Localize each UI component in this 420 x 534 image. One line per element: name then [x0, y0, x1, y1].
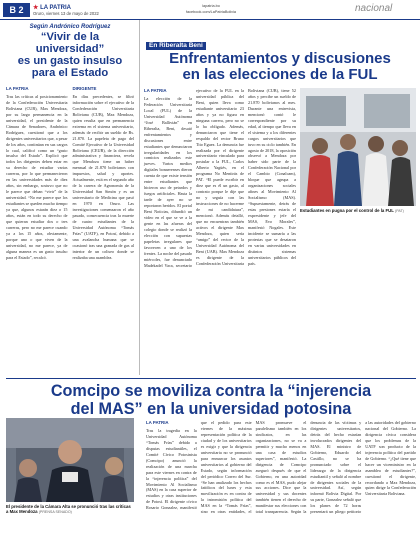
photo-credit: (PRENSA SENADO): [38, 510, 72, 515]
photo-credit: (PAT): [395, 209, 404, 213]
column-divider: [139, 20, 140, 375]
left-article-subhead: DIRIGENTE: [72, 86, 97, 91]
caption-text: El presidente de la Cámara Alta se pronunció tras las críticas a Max Mendoza: [6, 504, 131, 515]
bottom-article-byline: LA PATRIA: [146, 420, 169, 425]
top-article-headline: [144, 51, 416, 83]
left-article-text: Tras las críticas al posicionamiento de la Confederación Universitaria Boliviana (CUB), Max Mendoza, por su largo permanencia en la universidad, el presidente de la Cámara de Senadores, Andrónico Rodríguez, cuestionó que a los dirigentes universitarios que, a pesar de los años, continúan en sus cargos lo cual, calificó como un “gasto insulso del Estado”. Explicó que todos los dirigentes deben estar en su derecho de estudiar varias carreras, por lo que permanecieron en las universidades más de diez años, sin embargo, sostuvo que no le parece que deban “vivir” de la universidad. “No me parece que los estudiantes se queden mucho tiempo ya que, algunos estarán diez o 15 años, están en todo su derecho de que quieran estudiar dos o tres carreras, pero no me parece cuando ya a los 15 años, obviamente, porque uno o que viven de la universidad, no me parece, ya de alguna manera es un gasto insulso para el Estado”, recalcó.: [6, 93, 68, 260]
newspaper-logo: [33, 4, 71, 11]
left-article-headline: [6, 31, 134, 79]
brand-name: LA PATRIA: [40, 5, 71, 11]
caption-text: Estudiantes en pugna por el control de la FUL: [300, 208, 394, 213]
headline-line: del MAS” en la universidad potosina: [70, 399, 352, 418]
senate-president-photo-art: [6, 418, 134, 502]
logo-star-icon: ★: [33, 5, 39, 11]
section-divider: [6, 378, 416, 379]
left-article-text-2: En días precedentes, se filtró información sobre el ejecutivo de la Confederación Universitaria Boliviana (CUB), Max Mendoza, quien resulta que en permanencia extrema en el sistema universitario, además de recibir un sueldo de Bs. 21.870. La papeleta de pago del Comité Ejecutivo de la Universidad Boliviana (CEUB), de la dirección administrativa y financiera, revela que Mendoza tiene un haber mensual de 21.870 bolivianos con impuestos, salud y aportes. Actualmente, está en el segundo año de la carrera de Agronomía de la Universidad San Simón y es un universitario de Medicina que pasó en 1970 en Oruro. Las investigaciones comenzaron el año pasado, consecuencia tras la muerte de cuatro estudiantes de la Universidad Autónoma “Tomás Frías” (UATF), en Potosí, debido a una avalancha humana que se ocasionó tras una granada de gas al interior de un coliseo donde se realizaba una asamblea.: [72, 93, 134, 260]
left-article-byline: LA PATRIA: [6, 86, 29, 91]
top-article-body: [144, 88, 296, 376]
site-links: [176, 4, 246, 15]
headline-line: Comcipo se moviliza contra la “injerencia: [50, 382, 372, 400]
headline-line: en las elecciones de la FUL: [182, 66, 378, 83]
social-url[interactable]: facebook.com/LaPatriaBolivia: [185, 9, 237, 14]
bottom-article-body: [146, 420, 416, 532]
headline-line: es un gasto insulso: [17, 55, 123, 67]
students-dispute-photo: [300, 88, 416, 206]
left-article-body: [6, 86, 134, 516]
section-page-number: B 2: [3, 3, 30, 17]
students-dispute-photo-art: [300, 88, 416, 206]
headline-line: “Vivir de la universidad”: [35, 31, 105, 55]
date-line: Oruro, viernes 13 de mayo de 2022: [33, 11, 99, 16]
students-photo-caption: [300, 208, 416, 214]
bottom-article-text: Tras la tragedia en la Universidad Autónoma “Tomás Frías” debido a disputas estudiantiles, el Comité Cívico Potosinista (Comcipo) anunció la realización de una marcha para este viernes en contra de la “injerencia política” del Movimiento Al Socialismo (MAS) en la casa superior de estudios y otras instituciones de Potosí. El dirigente cívico Rosario Gonzalez, manifestó que el pedido para este viernes de la máxima representación política de la ciudad y de los universitarios es exigir y que la dirigencia universitaria no se pronunció para enmarcar los asuntos universitarios al gobierno del Estado, según información del periódico Correo del Sur. “Se han analizado los hechos fatídicos del lunes y esta movilización es en contra de la intromisión política del MAS en la “Tomás Frías”, sino en otras entidades, el MAS promueve el paralelismo también en los sindicatos, en las organizaciones, no se va a permitir y mucho menos en una casa de estudios superiores”, manifestó. La dirigencia de Comcipo aseguró después de que el Gobierno, en una autoridad como es el MAS, pudo alejar sus acciones. Dice que la universidad y sus docentes también tienen el derecho de manifestar sus elecciones con total transparencia. Según la denuncia de las víctimas y dirigentes universitarios, detrás del hecho estarían involucrados dirigentes del MAS. El ministro de Gobierno, Eduardo del Castillo, no se ha pronunciado sobre el liderazgo de la dirigencia estudiantil y señaló al nombre de dirigentes sociales de la universidad. Así, según informó Bolivia Digital. Por su parte, Gonzalez señaló que los planes de 72 horas presentará un pliego petitorio a las autoridades del gobierno nacional del Gobierno. La dirigencia cívica considera que los problemas de la UATF son producto de la injerencia política del partido de Gobierno. “¿Qué tiene que hacer un viceministro en la asamblea de estudiantes?”, cuestionó el dirigente, recordando a Max Mendoza, quien dirige la Confederación Universitaria Boliviana.: [146, 420, 416, 515]
top-article-photo-block: [300, 88, 416, 217]
headline-line: para el Estado: [31, 67, 109, 79]
top-article-kicker: En Riberalta Beni: [146, 42, 206, 50]
headline-line: Enfrentamientos y discusiones: [169, 50, 391, 67]
left-article-kicker: Según Andrónico Rodríguez: [29, 24, 111, 30]
senate-president-photo: [6, 418, 134, 502]
top-article-text: La elección de la Federación Universitaria Local (FUL) de la Universidad Autónoma “José Ballivián” en Riberalta, Beni, desató enfrentamientos y discusiones entre estudiantes que denunciaron irregularidades en los comicios realizados este jueves. Varios medios digitales bonaerenses dieron cuenta de que existe tensión entre estudiantes que hicieron uso de petardos y fuegos artificiales. Hasta la tarde de ayer no se reportaron heridos. El portal Beni Noticias, difundió un video en el que se ve a la gente en las afueras del colegio donde se realizó la elección con supuestas papeletas irregulares que favorecen a uno de los frentes. La noche del pasado miércoles, fue denunciado Madekadel Vaca, secretario ejecutivo de la FUL en la universidad pública del Beni, quien lleva como estudiante universitario 23 años y ya no figura en ninguna carrera, pero no se lo ha obligado. Además, denunciaron que tiene el respaldo del rector Bruno Tito Eguez. La denuncia fue realizada por el dirigente universitario vinculado para postular a la FUL, Carlos Alberto Yagüés, en el programa No Mentirás de PAT. “El puede escribir en diez que es él un gasto, al contrato porque le dije que no y seguía con las instrucciones de no hacerme de mi candidatura”, mencionó. Además detalló, que no encuentran también activos el dirigente Max Mendoza, quien sería “amigo” del rector de la Universidad Autónoma del Beni (UAB). Max Mendoza es dirigente de la Confederación Universitaria Boliviana (CUB), tiene 52 años y percibe un sueldo de 21.870 bolivianos al mes. Durante una entrevista, mencionó contó le correspondiente por su edad, al tiempo que lleva en el sistema y a los diferentes cargos universitarios que tuvo en su ciclo también. En agosto de 2018, la oposición observó a Mendoza por haber sido parte de la Confederación Nacional por el Cambio (Conalcam), bloque que agrupa a organizaciones sociales afines al Movimiento Al Socialismo (MAS). “Supuestamente, detrás de estas presiones estaría el expresidente y jefe del MAS, Evo Morales”, manifestó Nogales. Este incidente se sumaría a las protestas que se desataron en varias universidades en distintos sistemas universitarios públicos del país.: [144, 88, 296, 268]
section-name: nacional: [355, 3, 393, 14]
header-divider: [0, 19, 420, 20]
senate-photo-caption: [6, 504, 134, 516]
site-url[interactable]: lapatria.bo: [202, 4, 220, 8]
bottom-article-headline: [6, 383, 416, 418]
top-article-byline: LA PATRIA: [144, 88, 167, 93]
